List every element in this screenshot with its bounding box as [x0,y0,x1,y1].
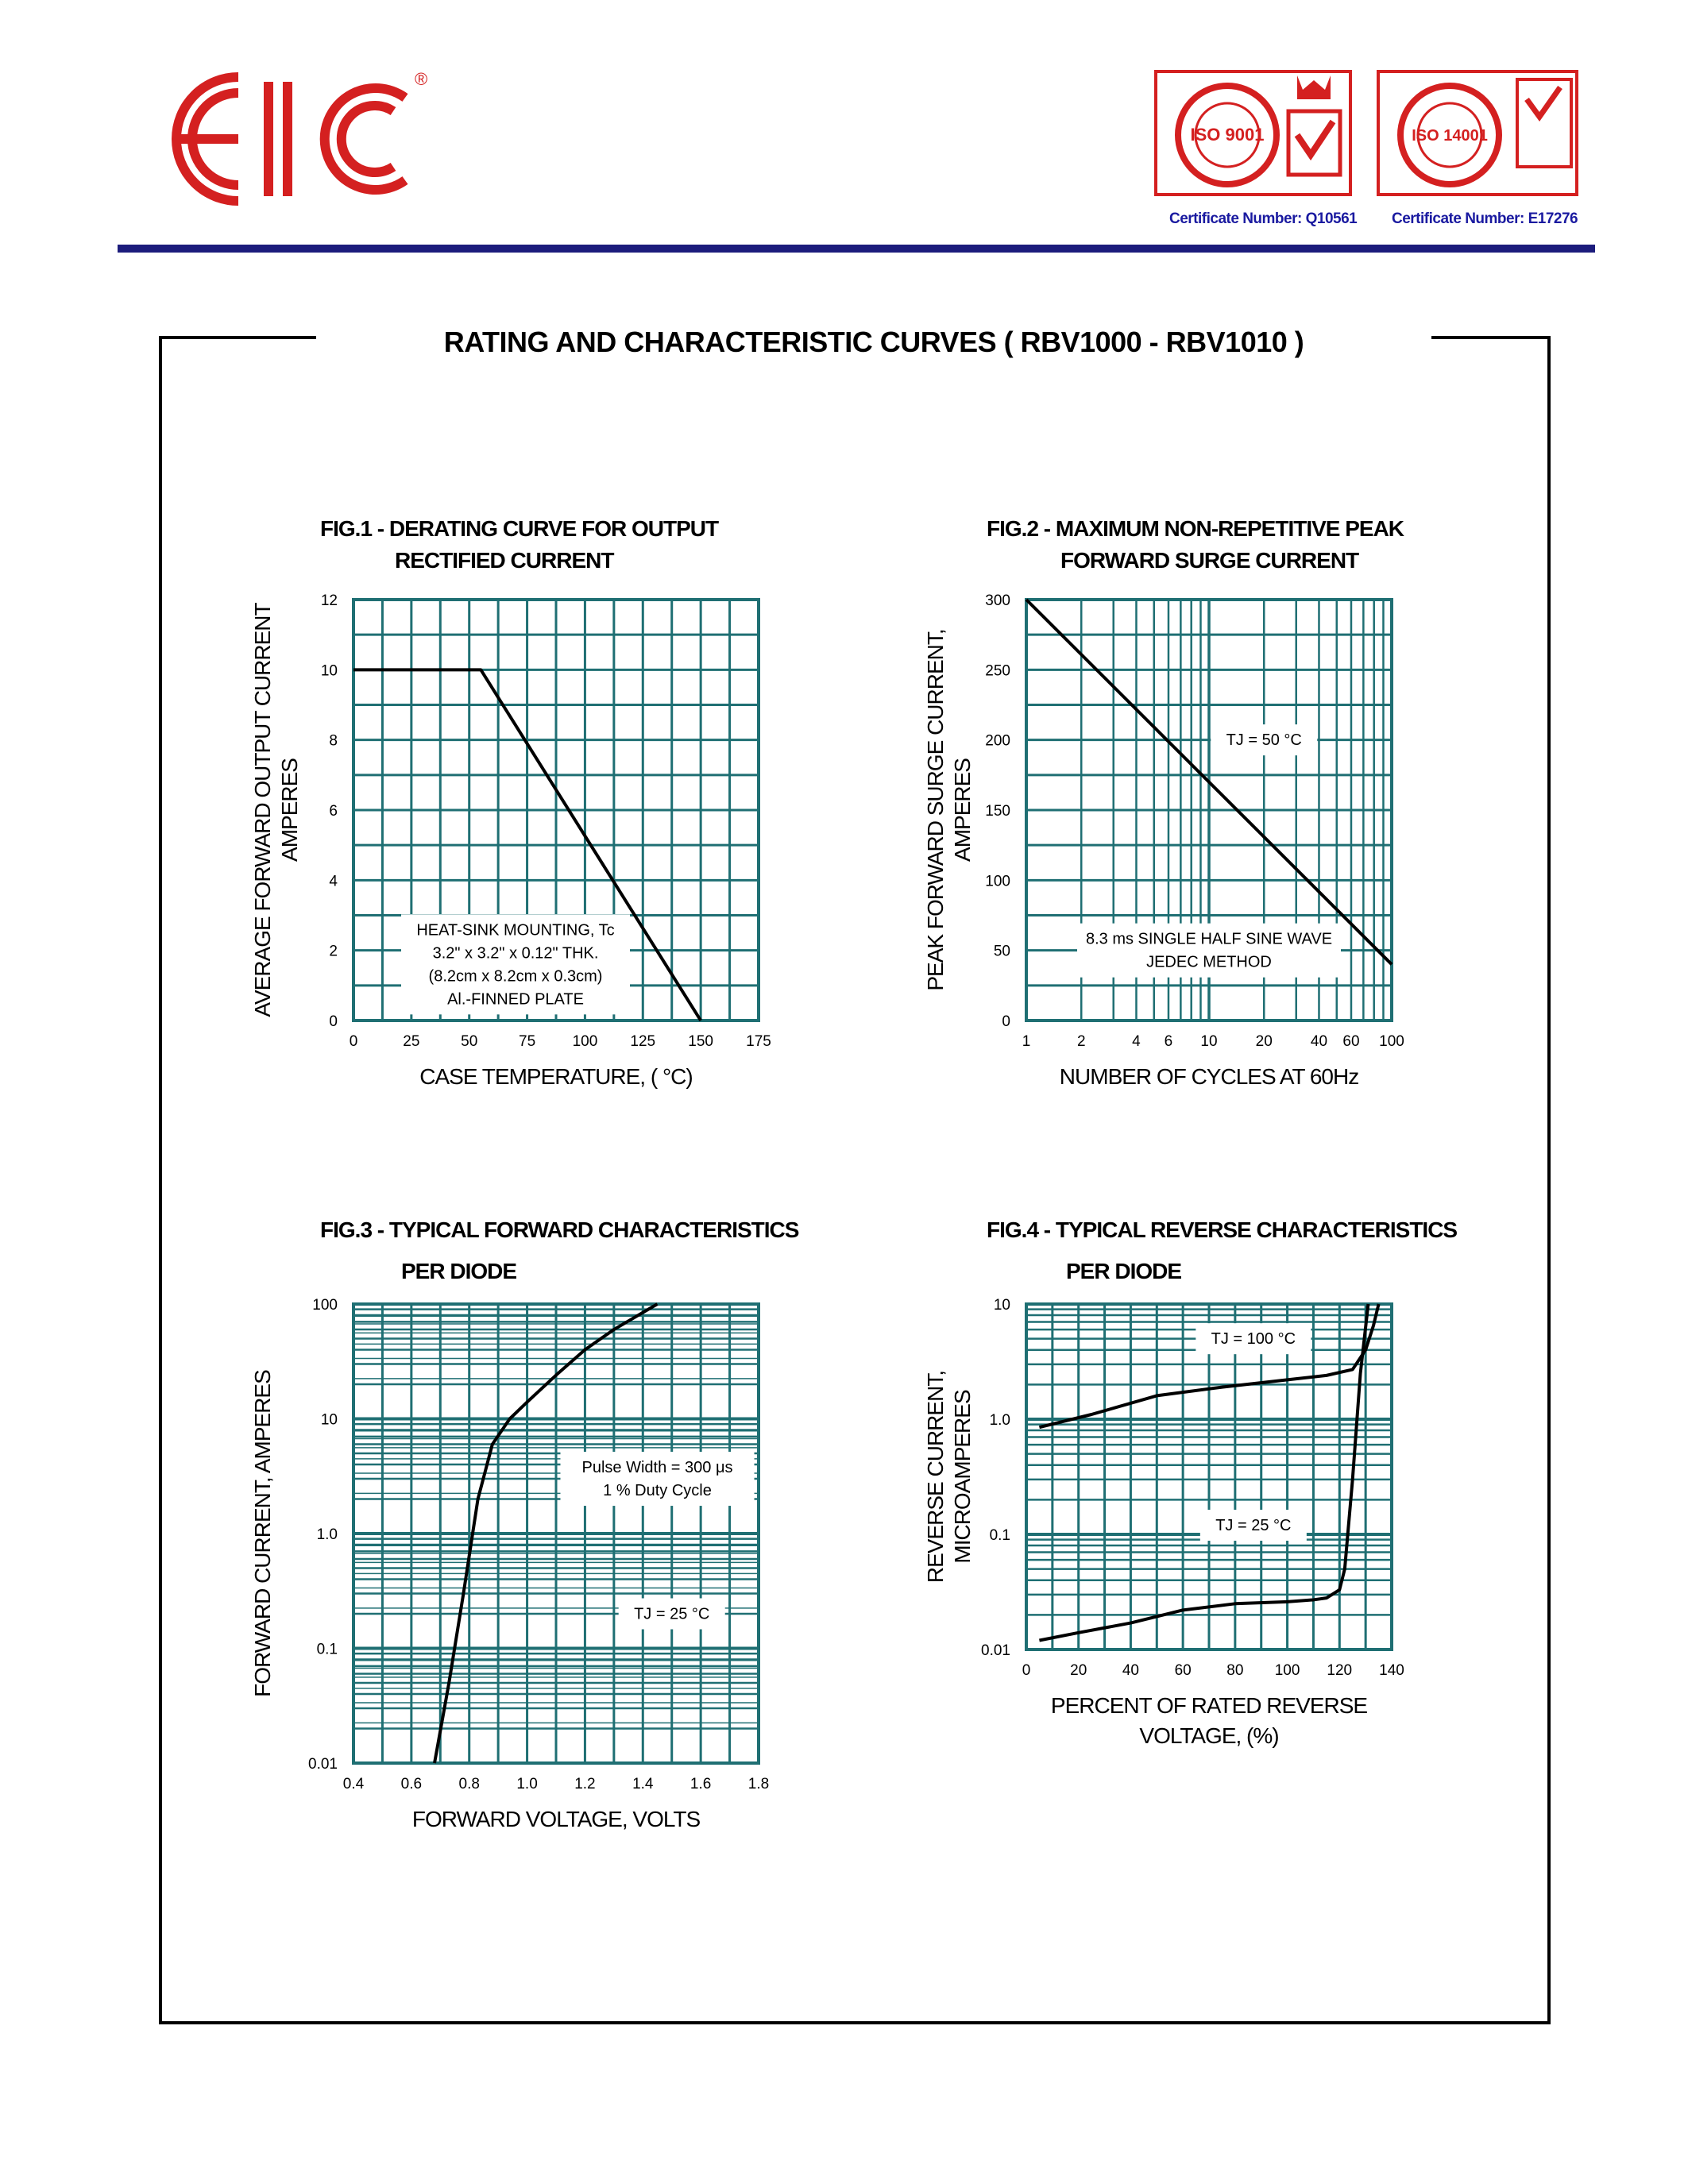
fig2-x-tick-label: 10 [1200,1033,1218,1050]
fig4-x-axis-label: PERCENT OF RATED REVERSE [1050,1693,1368,1718]
fig2-title-line2: FORWARD SURGE CURRENT [1060,548,1359,573]
fig4-x-tick-label: 60 [1174,1662,1192,1679]
fig1-y-tick-label: 4 [329,873,338,890]
fig1-title-line2: RECTIFIED CURRENT [395,548,614,573]
fig2-y-tick-label: 300 [985,592,1010,609]
fig4-x-tick-label: 0 [1022,1662,1031,1679]
fig3-title-line2: PER DIODE [401,1259,517,1283]
fig1-annotation-text: 3.2" x 3.2" x 0.12" THK. [432,944,599,963]
fig4-x-tick-label: 100 [1274,1662,1300,1679]
fig2-title-line1: FIG.2 - MAXIMUM NON-REPETITIVE PEAK [987,516,1404,541]
svg-text:ISO 14001: ISO 14001 [1412,127,1488,145]
fig2-x-tick-label: 2 [1076,1033,1086,1050]
fig3-x-axis-label: FORWARD VOLTAGE, VOLTS [411,1807,701,1831]
fig3-x-tick-label: 1.0 [516,1776,538,1792]
fig3-annotation-text: Pulse Width = 300 μs [581,1459,733,1477]
fig1-x-axis-label: CASE TEMPERATURE, ( °C) [419,1064,693,1089]
fig2-annotation-text: TJ = 50 °C [1226,731,1302,750]
fig4-title-line2: PER DIODE [1066,1259,1182,1283]
fig3-x-tick-label: 0.6 [400,1776,423,1792]
fig2-y-tick-label: 0 [1002,1013,1010,1030]
fig1-annotation-text: Al.-FINNED PLATE [447,990,584,1009]
fig3-x-tick-label: 1.8 [747,1776,770,1792]
fig1-y-tick-label: 10 [320,662,338,680]
fig1-y-tick-label: 6 [329,803,338,820]
fig2-x-axis-label: NUMBER OF CYCLES AT 60Hz [1059,1064,1359,1089]
fig2-x-tick-label: 40 [1310,1033,1328,1050]
fig3-y-tick-label: 0.1 [316,1641,338,1658]
cert2-number: Certificate Number: E17276 [1392,210,1578,227]
fig2-y-axis-label: PEAK FORWARD SURGE CURRENT, [923,629,948,991]
fig1-x-tick-label: 75 [519,1033,536,1050]
fig3-y-tick-label: 100 [312,1297,338,1314]
fig4-x-tick-label: 120 [1327,1662,1353,1679]
fig2-x-tick-label: 4 [1132,1033,1141,1050]
fig4-x-tick-label: 20 [1070,1662,1087,1679]
fig2-x-tick-label: 1 [1022,1033,1031,1050]
fig1-x-tick-label: 0 [349,1033,358,1050]
fig2-y-tick-label: 50 [993,943,1010,960]
registered-mark: ® [415,69,428,89]
fig4-series-line-2 [1039,1304,1368,1641]
fig1-x-tick-label: 175 [746,1033,771,1050]
fig3-x-tick-label: 0.4 [342,1776,365,1792]
fig1-y-tick-label: 8 [329,732,338,750]
fig1-y-axis-label: AMPERES [277,758,302,862]
fig3-x-tick-label: 1.4 [632,1776,654,1792]
fig3-y-axis-label: FORWARD CURRENT, AMPERES [250,1370,275,1697]
fig4-annotation-text: TJ = 100 °C [1211,1330,1296,1349]
fig1-y-tick-label: 2 [329,943,338,960]
fig3-y-tick-label: 10 [320,1411,338,1429]
fig1-title-line1: FIG.1 - DERATING CURVE FOR OUTPUT [320,516,719,541]
fig4-y-axis-label: REVERSE CURRENT, [923,1370,948,1584]
fig2-y-axis-label: AMPERES [950,758,975,862]
fig1-x-tick-label: 150 [688,1033,713,1050]
fig3-y-tick-label: 0.01 [308,1756,338,1773]
fig4-x-axis-label: VOLTAGE, (%) [1139,1723,1279,1748]
fig4-y-tick-label: 10 [993,1297,1010,1314]
fig2-y-tick-label: 250 [985,662,1010,680]
fig1-y-tick-label: 12 [320,592,338,609]
page-title: RATING AND CHARACTERISTIC CURVES ( RBV1000 - RBV1010 ) [443,326,1304,358]
fig4-y-tick-label: 0.1 [989,1527,1010,1544]
fig4-annotation-text: TJ = 25 °C [1215,1517,1292,1535]
fig1-x-tick-label: 25 [403,1033,420,1050]
fig2-annotation-text: 8.3 ms SINGLE HALF SINE WAVE [1085,930,1333,948]
fig2-y-tick-label: 150 [985,803,1010,820]
fig4-x-tick-label: 80 [1226,1662,1244,1679]
fig3-x-tick-label: 0.8 [458,1776,480,1792]
svg-text:ISO 9001: ISO 9001 [1190,125,1265,145]
fig2-y-tick-label: 100 [985,873,1010,890]
fig4-title-line1: FIG.4 - TYPICAL REVERSE CHARACTERISTICS [987,1217,1458,1242]
fig2-x-tick-label: 60 [1342,1033,1360,1050]
fig1-annotation-text: (8.2cm x 8.2cm x 0.3cm) [428,967,603,986]
fig2-x-tick-label: 100 [1379,1033,1404,1050]
fig2-y-tick-label: 200 [985,732,1010,750]
fig4-y-tick-label: 0.01 [981,1642,1010,1659]
fig4-x-tick-label: 140 [1379,1662,1404,1679]
cert1-number: Certificate Number: Q10561 [1169,210,1358,227]
fig1-annotation-text: HEAT-SINK MOUNTING, Tc [416,921,615,940]
fig2-x-tick-label: 20 [1255,1033,1273,1050]
fig4-y-tick-label: 1.0 [989,1412,1010,1429]
fig4-y-axis-label: MICROAMPERES [950,1390,975,1564]
fig1-x-tick-label: 125 [630,1033,656,1050]
fig3-x-tick-label: 1.6 [689,1776,712,1792]
fig4-x-tick-label: 40 [1122,1662,1139,1679]
fig1-x-tick-label: 50 [461,1033,478,1050]
fig2-x-tick-label: 6 [1164,1033,1173,1050]
fig3-x-tick-label: 1.2 [574,1776,596,1792]
fig3-annotation-text: TJ = 25 °C [634,1605,710,1623]
fig1-y-tick-label: 0 [329,1013,338,1030]
fig1-y-axis-label: AVERAGE FORWARD OUTPUT CURRENT [250,603,275,1017]
fig3-y-tick-label: 1.0 [316,1526,338,1543]
fig1-x-tick-label: 100 [572,1033,598,1050]
fig3-title-line1: FIG.3 - TYPICAL FORWARD CHARACTERISTICS [320,1217,799,1242]
fig3-annotation-text: 1 % Duty Cycle [603,1482,712,1500]
fig2-annotation-text: JEDEC METHOD [1146,953,1272,971]
